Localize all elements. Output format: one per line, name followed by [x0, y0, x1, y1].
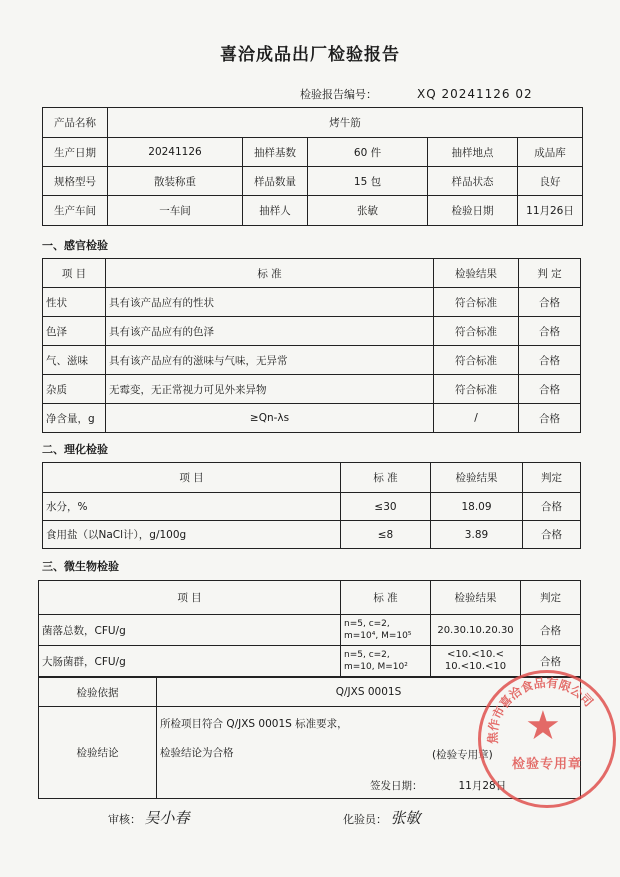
sample-place-value: 成品库	[518, 138, 583, 167]
product-label: 产品名称	[43, 108, 108, 138]
table-row	[43, 346, 581, 375]
issue-date-value: 11月28日	[458, 780, 507, 792]
spec-label: 规格型号	[43, 167, 108, 196]
sensory-item: 色泽	[43, 317, 106, 346]
physchem-judge: 合格	[523, 521, 581, 549]
report-title: 喜洽成品出厂检验报告	[220, 45, 400, 65]
micro-standard	[341, 615, 431, 646]
table-row	[39, 615, 581, 646]
sampler-label: 抽样人	[243, 196, 308, 226]
table-row	[39, 646, 581, 677]
physchem-section-title: 二、理化检验	[42, 443, 108, 456]
conclusion-label: 检验结论	[39, 707, 157, 799]
sensory-judge: 合格	[519, 346, 581, 375]
micro-header-result: 检验结果	[431, 581, 521, 615]
spec-value: 散装称重	[108, 167, 243, 196]
sensory-judge: 合格	[519, 288, 581, 317]
physchem-result: 18.09	[431, 493, 523, 521]
micro-standard-line2: m=10⁴, M=10⁵	[344, 631, 412, 641]
sample-base-value: 60 件	[308, 138, 428, 167]
micro-result-line1: <10.<10.<	[447, 649, 504, 660]
stamp-arc-text: 焦作市喜洽食品有限公司	[485, 675, 596, 745]
basis-value: Q/JXS 0001S	[157, 678, 581, 707]
issue-date-label: 签发日期：	[370, 780, 423, 792]
stamp-line-text: 检验专用章	[511, 757, 582, 772]
physchem-header-judge: 判定	[523, 463, 581, 493]
seal-note: (检验专用章)	[432, 749, 493, 761]
sensory-table	[42, 258, 581, 433]
sensory-standard: ≥Qn-λs	[106, 404, 434, 433]
micro-standard-line1: n=5, c=2,	[344, 619, 390, 629]
test-date-value: 11月26日	[518, 196, 583, 226]
sample-place-label: 抽样地点	[428, 138, 518, 167]
sensory-item: 净含量，g	[43, 404, 106, 433]
physchem-header-item: 项 目	[43, 463, 341, 493]
micro-item: 大肠菌群，CFU/g	[39, 646, 341, 677]
sensory-section-title: 一、感官检验	[42, 239, 108, 252]
physchem-table	[42, 462, 581, 549]
conclusion-line1: 所检项目符合 Q/JXS 0001S 标准要求，	[160, 718, 348, 730]
sensory-header-standard: 标 准	[106, 259, 434, 288]
physchem-standard: ≤30	[341, 493, 431, 521]
conclusion-line2: 检验结论为合格	[160, 747, 234, 759]
sensory-result: 符合标准	[434, 317, 519, 346]
micro-section-title: 三、微生物检验	[42, 560, 119, 573]
workshop-label: 生产车间	[43, 196, 108, 226]
micro-standard	[341, 646, 431, 677]
micro-result-line1: 20.30.10.20.30	[437, 624, 514, 636]
sensory-judge: 合格	[519, 404, 581, 433]
sensory-header-result: 检验结果	[434, 259, 519, 288]
reviewer-label: 审核：	[108, 813, 141, 826]
sample-base-label: 抽样基数	[243, 138, 308, 167]
physchem-header-result: 检验结果	[431, 463, 523, 493]
physchem-item: 水分，%	[43, 493, 341, 521]
micro-header-standard: 标 准	[341, 581, 431, 615]
sensory-result: 符合标准	[434, 375, 519, 404]
table-row	[43, 317, 581, 346]
physchem-standard: ≤8	[341, 521, 431, 549]
sample-state-label: 样品状态	[428, 167, 518, 196]
inspector-signature: 张敏	[390, 809, 421, 827]
micro-result	[431, 646, 521, 677]
micro-judge: 合格	[521, 615, 581, 646]
micro-standard-line2: m=10, M=10²	[344, 662, 408, 672]
table-row	[43, 288, 581, 317]
stamp-star-icon: ★	[525, 703, 561, 749]
basis-label: 检验依据	[39, 678, 157, 707]
workshop-value: 一车间	[108, 196, 243, 226]
table-row	[43, 375, 581, 404]
sampler-value: 张敏	[308, 196, 428, 226]
sensory-judge: 合格	[519, 317, 581, 346]
micro-standard-line1: n=5, c=2,	[344, 650, 390, 660]
table-row	[43, 404, 581, 433]
micro-result	[431, 615, 521, 646]
sample-qty-value: 15 包	[308, 167, 428, 196]
inspector	[343, 807, 421, 828]
sensory-item: 性状	[43, 288, 106, 317]
report-number-label: 检验报告编号：	[300, 88, 377, 101]
sensory-result: 符合标准	[434, 346, 519, 375]
sensory-item: 杂质	[43, 375, 106, 404]
prod-date-label: 生产日期	[43, 138, 108, 167]
sensory-standard: 具有该产品应有的性状	[106, 288, 434, 317]
sensory-header-item: 项 目	[43, 259, 106, 288]
sensory-standard: 无霉变，无正常视力可见外来异物	[106, 375, 434, 404]
micro-judge: 合格	[521, 646, 581, 677]
table-row	[43, 493, 581, 521]
physchem-header-standard: 标 准	[341, 463, 431, 493]
company-stamp	[478, 670, 616, 808]
physchem-item: 食用盐（以NaCl计），g/100g	[43, 521, 341, 549]
micro-table	[38, 580, 581, 677]
product-value: 烤牛筋	[108, 108, 583, 138]
test-date-label: 检验日期	[428, 196, 518, 226]
physchem-result: 3.89	[431, 521, 523, 549]
sensory-standard: 具有该产品应有的滋味与气味，无异常	[106, 346, 434, 375]
inspector-label: 化验员：	[343, 813, 387, 826]
report-number-value: XQ 20241126 02	[417, 87, 533, 101]
sample-qty-label: 样品数量	[243, 167, 308, 196]
micro-result-line2: 10.<10.<10	[444, 661, 507, 672]
physchem-judge: 合格	[523, 493, 581, 521]
prod-date-value: 20241126	[108, 138, 243, 167]
sensory-result: /	[434, 404, 519, 433]
reviewer-signature: 吴小春	[144, 809, 190, 827]
micro-item: 菌落总数，CFU/g	[39, 615, 341, 646]
sensory-judge: 合格	[519, 375, 581, 404]
table-row	[43, 521, 581, 549]
sample-state-value: 良好	[518, 167, 583, 196]
info-table	[42, 107, 583, 226]
report-number	[300, 86, 533, 102]
reviewer	[108, 807, 190, 828]
micro-header-item: 项 目	[39, 581, 341, 615]
sensory-result: 符合标准	[434, 288, 519, 317]
sensory-header-judge: 判 定	[519, 259, 581, 288]
micro-header-judge: 判定	[521, 581, 581, 615]
sensory-item: 气、滋味	[43, 346, 106, 375]
sensory-standard: 具有该产品应有的色泽	[106, 317, 434, 346]
